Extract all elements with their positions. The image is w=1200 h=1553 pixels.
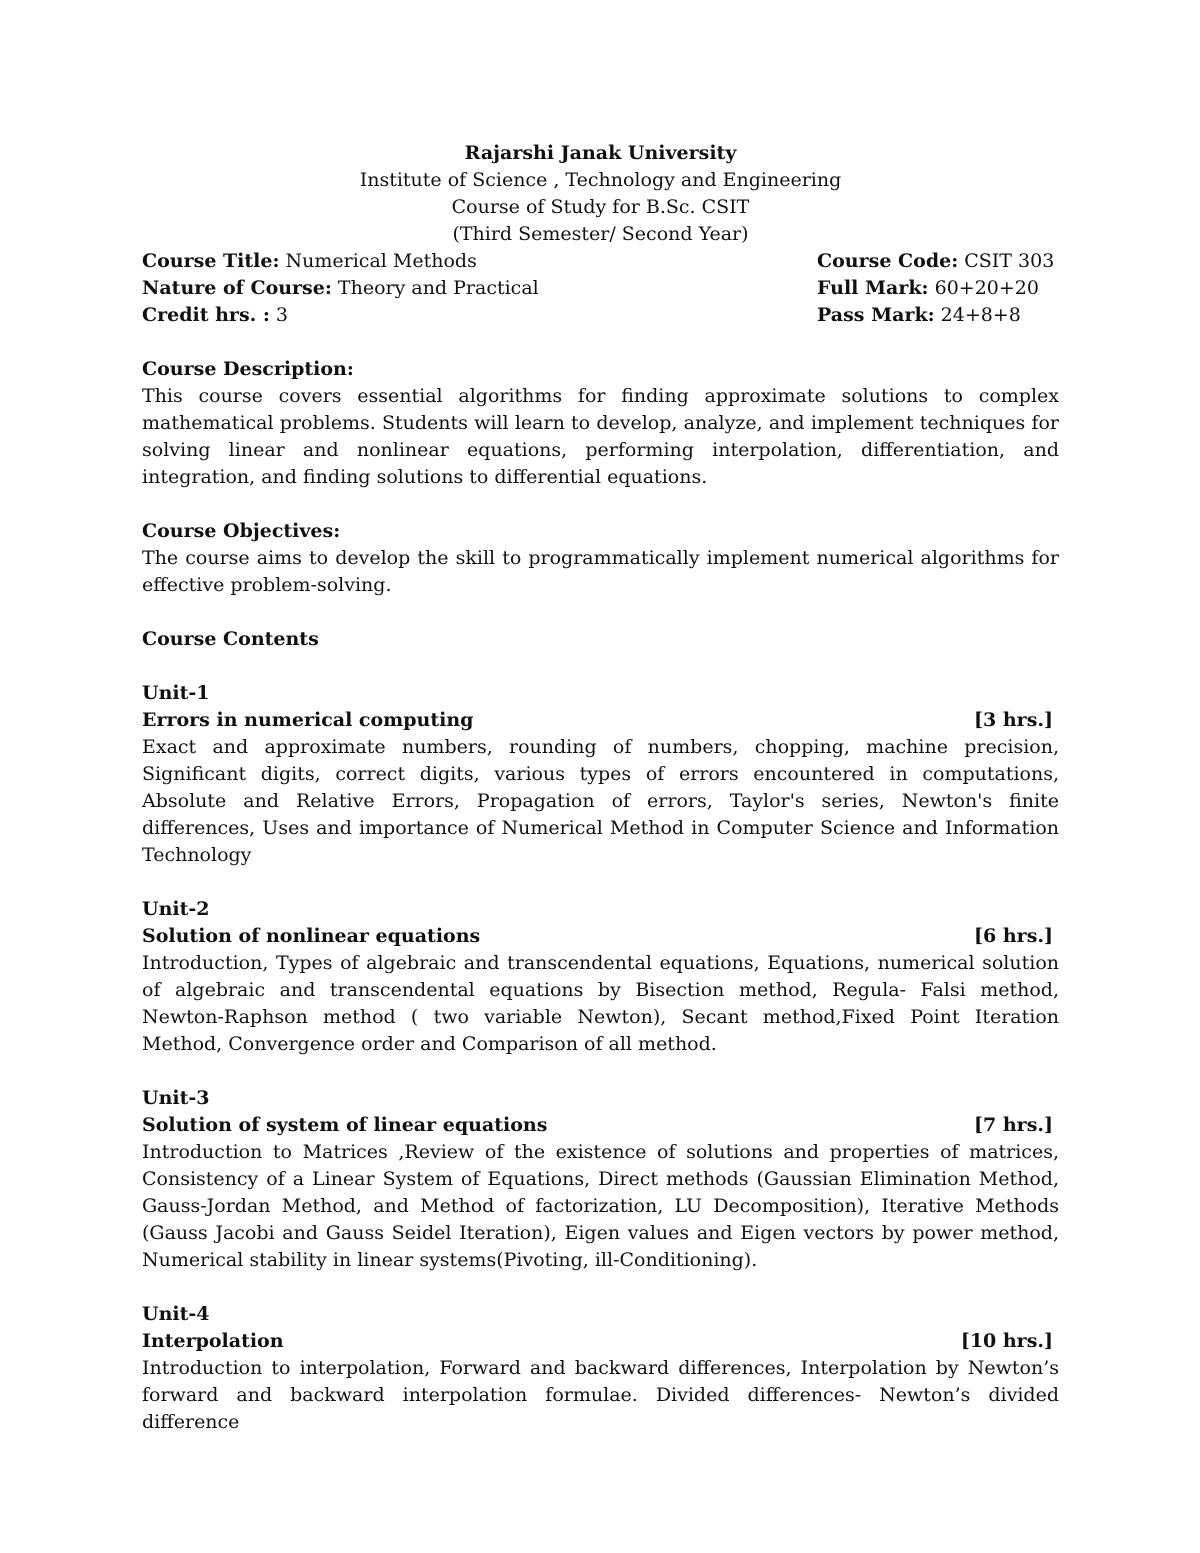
objectives-heading: Course Objectives: [142, 520, 341, 542]
description-heading: Course Description: [142, 358, 354, 380]
semester-info: (Third Semester/ Second Year) [452, 223, 749, 245]
nature-of-course [142, 275, 817, 302]
unit-1 [142, 680, 1059, 869]
course-code-value: CSIT 303 [958, 250, 1055, 272]
unit-label: Unit-4 [142, 1303, 210, 1325]
info-row-2 [142, 275, 1059, 302]
pass-mark [817, 302, 1059, 329]
unit-title: Solution of nonlinear equations [142, 925, 481, 947]
course-of-study: Course of Study for B.Sc. CSIT [451, 196, 750, 218]
unit-text: Introduction to Matrices ,Review of the existence of solutions and properties of matrices, Consistency of a Linear System of Equations, Direct methods (Gaussian Elimination Method, Gauss-Jordan Method, and Method of factorization, LU Decomposition), Iterative Methods (Gauss Jacobi and Gauss Seidel Iteration), Eigen values and Eigen vectors by power method, Numerical stability in linear systems(Pivoting, ill-Conditioning). [142, 1141, 1059, 1271]
unit-text: Introduction, Types of algebraic and transcendental equations, Equations, numerical solution of algebraic and transcendental equations by Bisection method, Regula- Falsi method, Newton-Raphson method ( two variable Newton), Secant method,Fixed Point Iteration Method, Convergence order and Comparison of all method. [142, 952, 1059, 1055]
course-title-value: Numerical Methods [279, 250, 477, 272]
objectives-text: The course aims to develop the skill to programmatically implement numerical algorithms for effective problem-solving. [142, 547, 1059, 596]
full-mark [817, 275, 1059, 302]
unit-4 [142, 1301, 1059, 1436]
unit-label: Unit-2 [142, 898, 210, 920]
pass-mark-value: 24+8+8 [934, 304, 1021, 326]
unit-hours: [7 hrs.] [974, 1114, 1053, 1136]
contents-heading: Course Contents [142, 628, 319, 650]
nature-value: Theory and Practical [331, 277, 539, 299]
unit-title: Errors in numerical computing [142, 709, 474, 731]
unit-title: Interpolation [142, 1330, 284, 1352]
document-page [142, 140, 1059, 1436]
course-title-label: Course Title: [142, 250, 280, 272]
unit-heading [142, 707, 1059, 734]
unit-2 [142, 896, 1059, 1058]
unit-hours: [6 hrs.] [974, 925, 1053, 947]
unit-hours: [10 hrs.] [960, 1330, 1053, 1352]
description-text: This course covers essential algorithms for finding approximate solutions to complex mathematical problems. Students will learn to develop, analyze, and implement techniques for solving linear and nonlinear equations, performing interpolation, differentiation, and integration, and finding solutions to differential equations. [142, 385, 1059, 488]
unit-title: Solution of system of linear equations [142, 1114, 548, 1136]
full-mark-value: 60+20+20 [928, 277, 1039, 299]
nature-label: Nature of Course: [142, 277, 332, 299]
unit-heading [142, 1328, 1059, 1355]
pass-mark-label: Pass Mark: [817, 304, 935, 326]
course-code-label: Course Code: [817, 250, 959, 272]
unit-text: Introduction to interpolation, Forward and backward differences, Interpolation by Newton’s forward and backward interpolation formulae. Divided differences- Newton’s divided difference [142, 1357, 1059, 1433]
unit-heading [142, 923, 1059, 950]
unit-heading [142, 1112, 1059, 1139]
credit-hours [142, 302, 817, 329]
institute-name: Institute of Science , Technology and Engineering [359, 169, 842, 191]
university-name: Rajarshi Janak University [464, 142, 737, 164]
course-code [817, 248, 1059, 275]
unit-text: Exact and approximate numbers, rounding of numbers, chopping, machine precision, Significant digits, correct digits, various types of errors encountered in computations, Absolute and Relative Errors, Propagation of errors, Taylor's series, Newton's finite differences, Uses and importance of Numerical Method in Computer Science and Information Technology [142, 736, 1059, 866]
unit-3 [142, 1085, 1059, 1274]
course-title [142, 248, 817, 275]
info-row-1 [142, 248, 1059, 275]
unit-label: Unit-1 [142, 682, 210, 704]
unit-label: Unit-3 [142, 1087, 210, 1109]
unit-hours: [3 hrs.] [974, 709, 1053, 731]
credit-value: 3 [269, 304, 289, 326]
full-mark-label: Full Mark: [817, 277, 929, 299]
credit-label: Credit hrs. : [142, 304, 270, 326]
info-row-3 [142, 302, 1059, 329]
